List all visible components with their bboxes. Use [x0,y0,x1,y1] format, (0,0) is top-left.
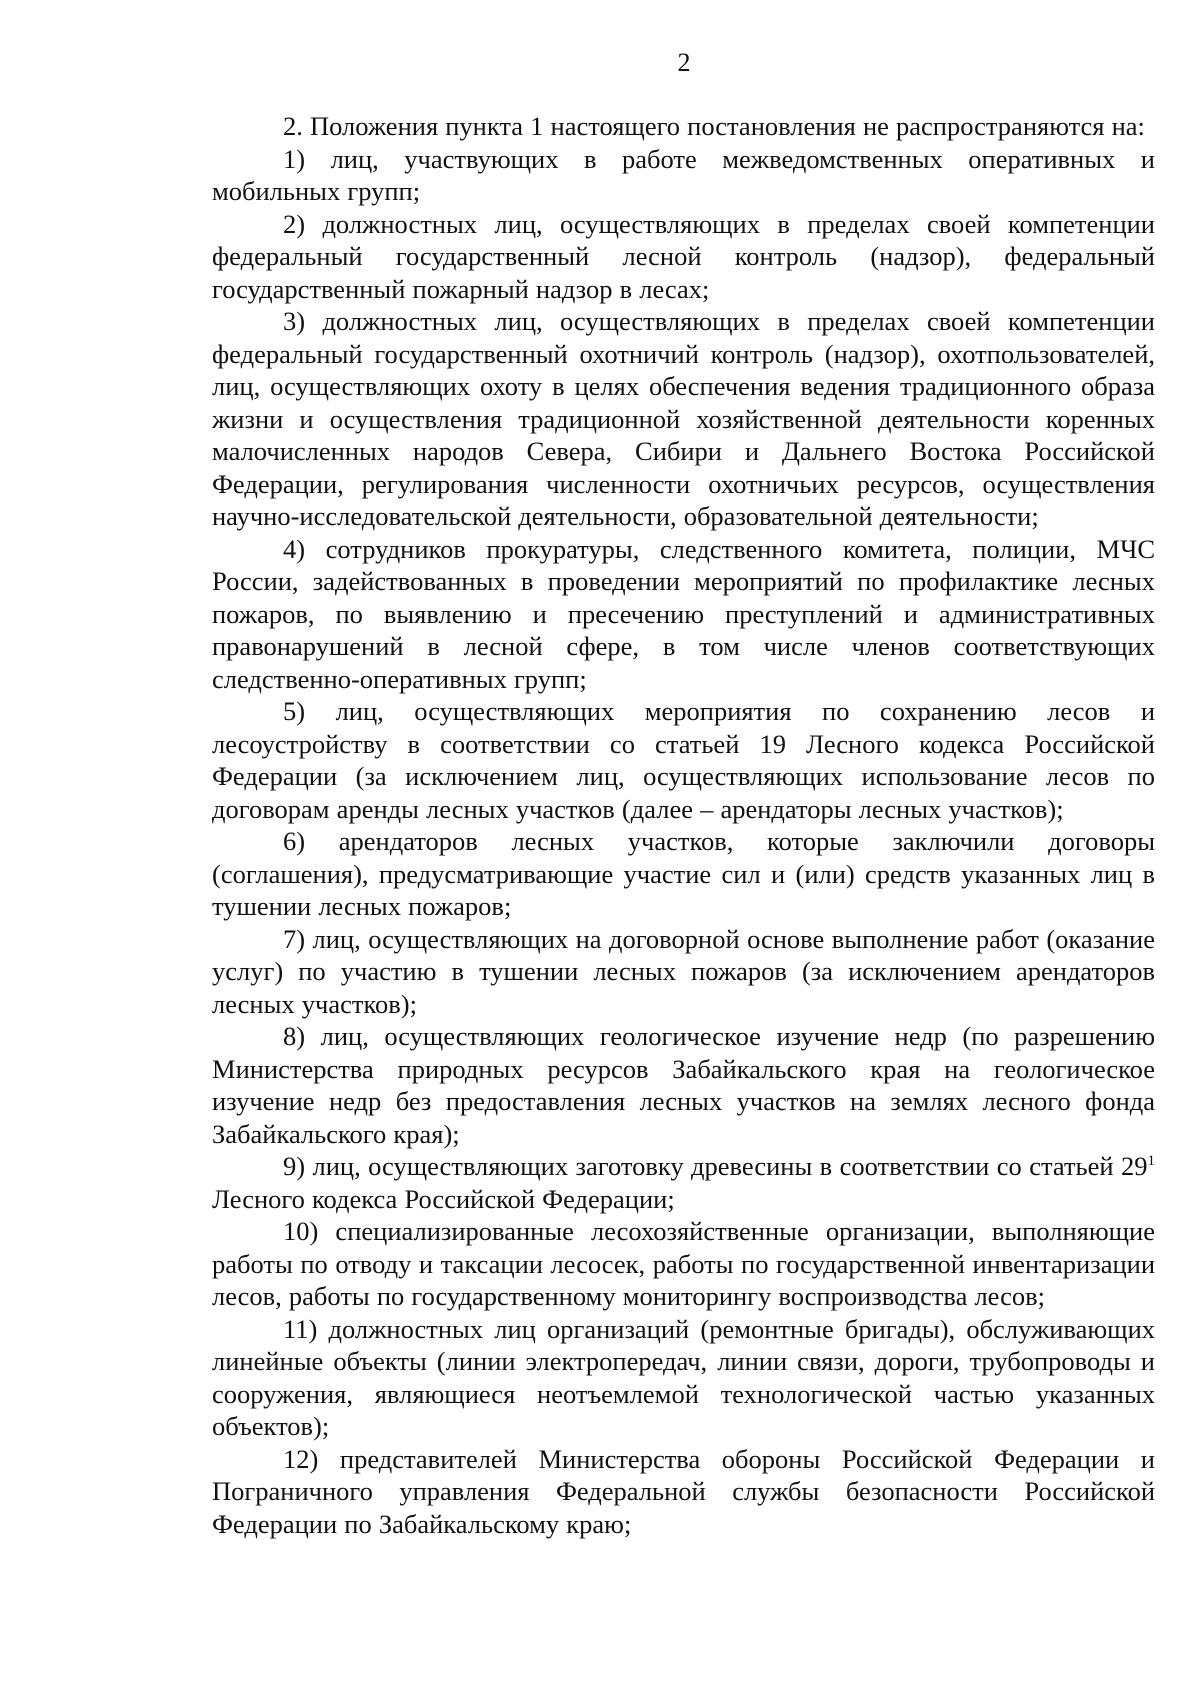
list-item-6: 6) арендаторов лесных участков, которые заключили договоры (соглашения), предусматривающие участие сил и (или) средств указанных лиц в тушении лесных пожаров; [212,826,1155,921]
list-item-1: 1) лиц, участвующих в работе межведомственных оперативных и мобильных групп; [212,143,1155,206]
list-item-7: 7) лиц, осуществляющих на договорной основе выполнение работ (оказание услуг) по участию в тушении лесных пожаров (за исключением арендаторов лесных участков); [212,923,1155,1019]
list-item-10: 10) специализированные лесохозяйственные организации, выполняющие работы по отводу и таксации лесосек, работы по государственной инвентаризации лесов, работы по государственному мониторингу воспроизводства лесов; [212,1216,1155,1311]
list-item-4: 4) сотрудников прокуратуры, следственного комитета, полиции, МЧС России, задействованных в проведении мероприятий по профилактике лесных пожаров, по выявлению и пресечению преступлений и административных правонарушений в лесной сфере, в том числе членов соответствующих следственно-оперативных групп; [212,533,1155,694]
document-body [212,110,1155,1540]
list-item-9 [212,1150,1155,1215]
list-item-5: 5) лиц, осуществляющих мероприятия по сохранению лесов и лесоустройству в соответствии со статьей 19 Лесного кодекса Российской Федерации (за исключением лиц, осуществляющих использование лесов по договорам аренды лесных участков (далее – арендаторы лесных участков); [212,696,1155,824]
list-item-9-text: 9) лиц, осуществляющих заготовку древесины в соответствии со статьей 29 [283,1151,1148,1181]
list-item-3: 3) должностных лиц, осуществляющих в пределах своей компетенции федеральный государственный охотничий контроль (надзор), охотпользователей, лиц, осуществляющих охоту в целях обеспечения ведения традиционного образа жизни и осуществления традиционной хозяйственной деятельности коренных малочисленных народов Севера, Сибири и Дальнего Востока Российской Федерации, регулирования численности охотничьих ресурсов, осуществления научно-исследовательской деятельности, образовательной деятельности; [212,306,1155,531]
list-item-11: 11) должностных лиц организаций (ремонтные бригады), обслуживающих линейные объекты (линии электропередач, линии связи, дороги, трубопроводы и сооружения, являющиеся неотъемлемой технологической частью указанных объектов); [212,1313,1155,1441]
list-item-9-continuation: Лесного кодекса Российской Федерации; [212,1183,675,1214]
list-item-8: 8) лиц, осуществляющих геологическое изучение недр (по разрешению Министерства природных ресурсов Забайкальского края на геологическое изучение недр без предоставления лесных участков на землях лесного фонда Забайкальского края); [212,1021,1155,1149]
page-number: 2 [677,48,691,77]
list-item-12: 12) представителей Министерства обороны Российской Федерации и Пограничного управления Федеральной службы безопасности Российской Федерации по Забайкальскому краю; [212,1443,1155,1539]
paragraph-2: 2. Положения пункта 1 настоящего постановления не распространяются на: [283,111,1145,141]
superscript-marker: 1 [1147,1153,1155,1169]
list-item-2: 2) должностных лиц, осуществляющих в пределах своей компетенции федеральный государственный лесной контроль (надзор), федеральный государственный пожарный надзор в лесах; [212,208,1155,304]
